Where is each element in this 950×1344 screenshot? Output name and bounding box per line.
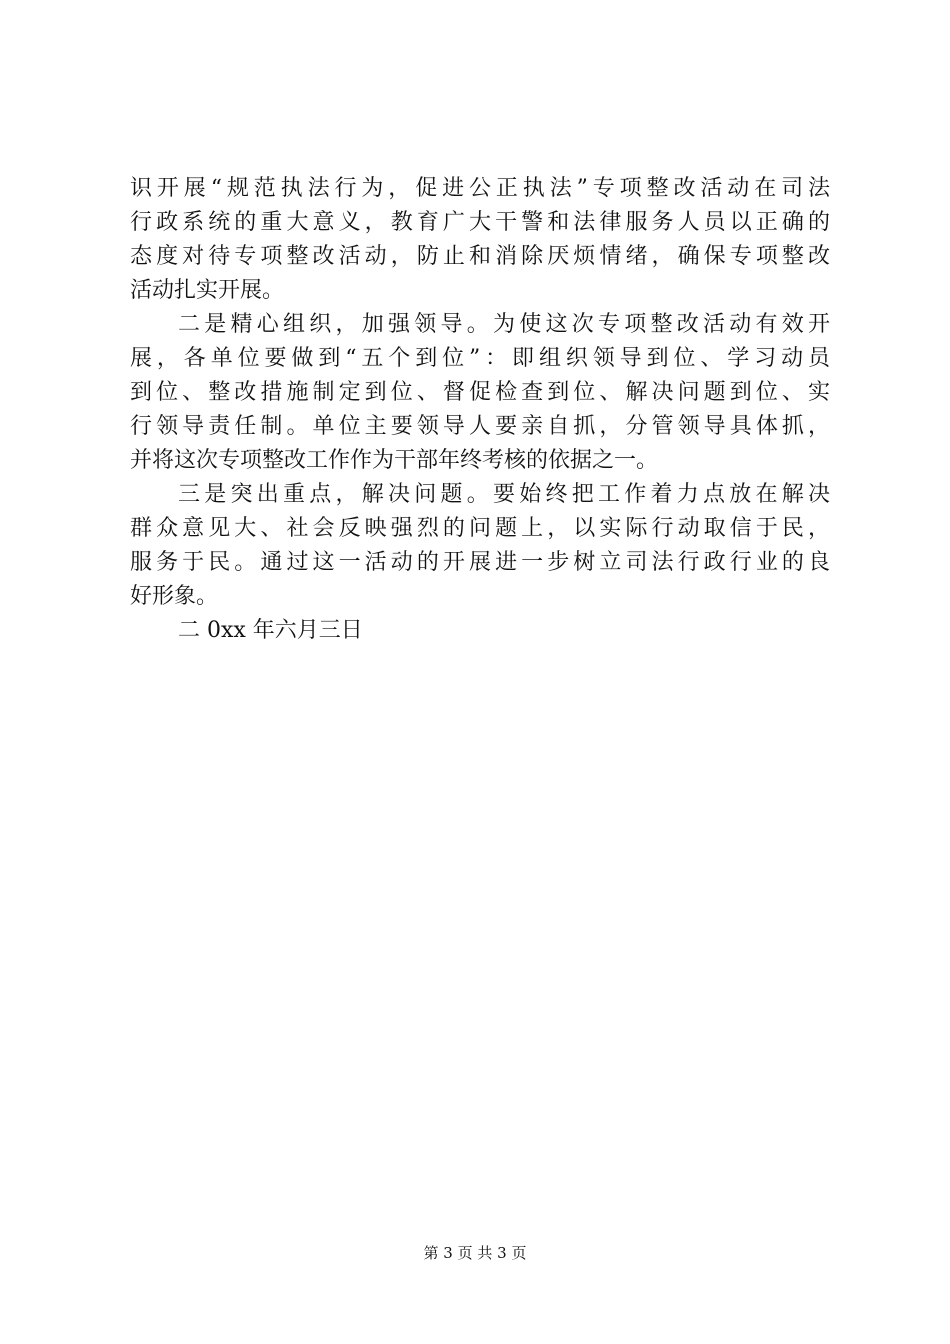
document-body [130, 172, 830, 648]
paragraph-2-line-1: 二是精心组织，加强领导。为使这次专项整改活动有效开 [178, 312, 830, 337]
paragraph-1-line-2: 行政系统的重大意义，教育广大干警和法律服务人员以正确的 [130, 210, 830, 235]
paragraph-3-line-1: 三是突出重点，解决问题。要始终把工作着力点放在解决 [178, 482, 830, 507]
paragraph-2-line-2: 展，各单位要做到“五个到位”：即组织领导到位、学习动员 [130, 346, 830, 371]
paragraph-1-line-4: 活动扎实开展。 [130, 278, 285, 303]
paragraph-2-line-3: 到位、整改措施制定到位、督促检查到位、解决问题到位、实 [130, 380, 830, 405]
paragraph-2-line-5: 并将这次专项整改工作作为干部年终考核的依据之一。 [130, 448, 659, 473]
paragraph-3-line-4: 好形象。 [130, 584, 219, 609]
paragraph-1-line-3: 态度对待专项整改活动，防止和消除厌烦情绪，确保专项整改 [130, 244, 830, 269]
paragraph-3-line-3: 服务于民。通过这一活动的开展进一步树立司法行政行业的良 [130, 550, 830, 575]
page-footer: 第 3 页 共 3 页 [423, 1244, 527, 1262]
paragraph-1-line-1: 识开展“规范执法行为，促进公正执法”专项整改活动在司法 [130, 176, 830, 201]
date-line: 二 0xx 年六月三日 [178, 618, 363, 643]
paragraph-3-line-2: 群众意见大、社会反映强烈的问题上，以实际行动取信于民， [130, 516, 830, 541]
paragraph-2-line-4: 行领导责任制。单位主要领导人要亲自抓，分管领导具体抓， [130, 414, 830, 439]
